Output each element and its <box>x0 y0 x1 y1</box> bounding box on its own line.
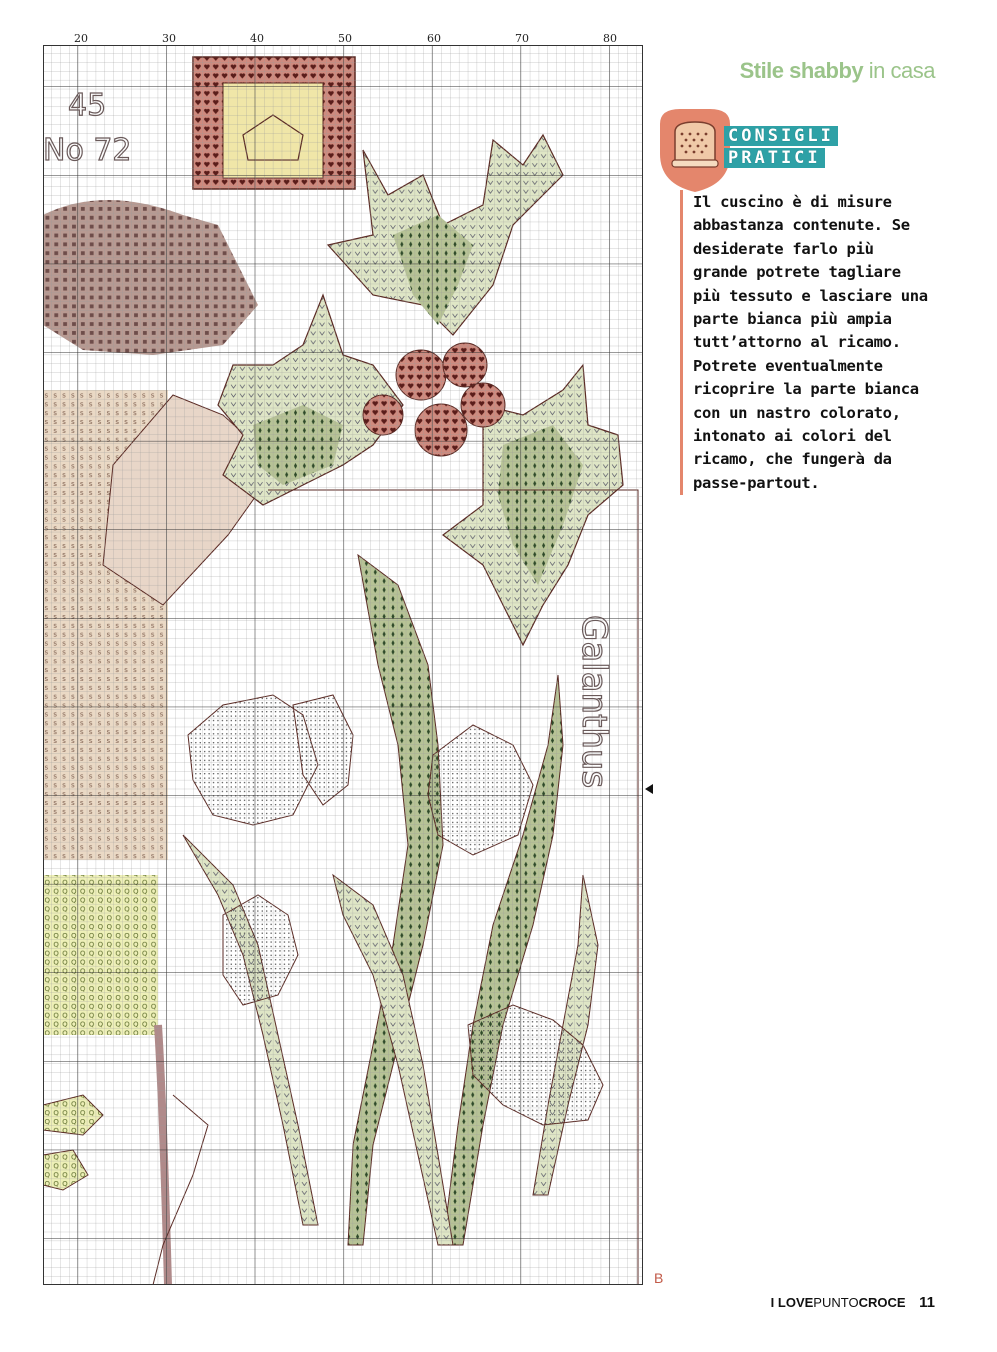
brand-croce: CROCE <box>858 1295 906 1310</box>
tip-heading-line: CONSIGLI <box>724 126 838 146</box>
brand-punto: PUNTO <box>813 1295 859 1310</box>
footer <box>771 1294 935 1311</box>
brand-prefix: I <box>770 1295 775 1310</box>
section-title-sub: in casa <box>868 58 935 83</box>
center-marker-icon <box>645 784 653 794</box>
axis-number: 80 <box>603 32 617 45</box>
side-number: No 72 <box>43 133 132 168</box>
axis-number: 20 <box>74 32 88 45</box>
side-number: 45 <box>68 88 107 123</box>
tip-heading <box>724 126 890 170</box>
tip-divider <box>680 190 683 495</box>
chart-letter: B <box>654 1270 664 1286</box>
axis-number: 40 <box>250 32 264 45</box>
tip-body: Il cuscino è di misure abbastanza contenute. Se desiderate farlo più grande potrete tagliare più tessuto e lasciare una parte bianca più ampia tutt’attorno al ricamo. Potrete eventualmente ricoprire la parte bianca con un nastro colorato, intonato ai colori del ricamo, che fungerà da passe-partout. <box>693 193 928 492</box>
axis-number: 50 <box>338 32 352 45</box>
cross-stitch-chart <box>43 45 643 1285</box>
tip-heading-line: PRATICI <box>724 148 825 168</box>
plant-label: Galanthus <box>574 615 614 789</box>
page-number: 11 <box>919 1294 935 1311</box>
axis-number: 30 <box>162 32 176 45</box>
section-title <box>740 58 935 84</box>
axis-number: 70 <box>515 32 529 45</box>
brand-love: LOVE <box>777 1295 814 1310</box>
section-title-main: Stile shabby <box>739 58 864 83</box>
axis-number: 60 <box>427 32 441 45</box>
